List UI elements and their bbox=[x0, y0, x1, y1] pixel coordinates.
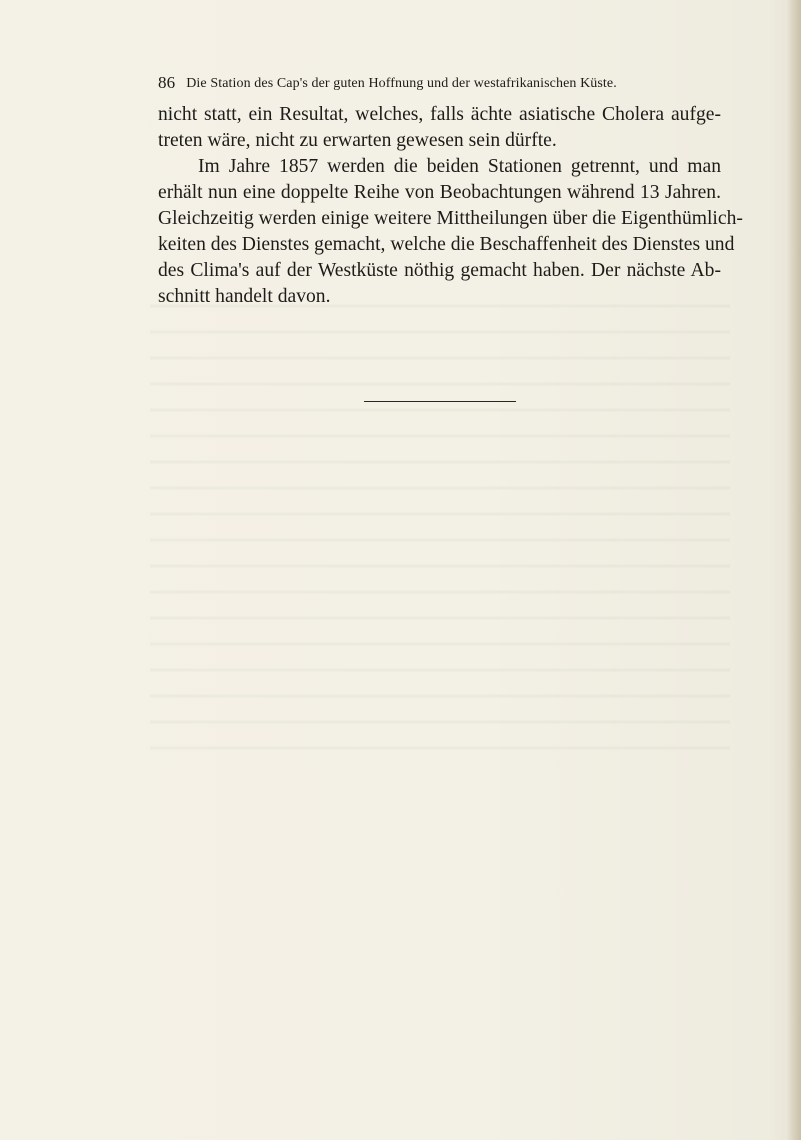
running-title: Die Station des Cap's der guten Hoffnung und der westafrikanischen Küste. bbox=[186, 76, 617, 91]
text-line: treten wäre, nicht zu erwarten gewesen sein dürfte. bbox=[158, 130, 557, 151]
text-line: erhält nun eine doppelte Reihe von Beobachtungen während 13 Jahren. bbox=[158, 182, 721, 203]
page-edge-shadow bbox=[787, 0, 801, 1140]
section-divider bbox=[364, 401, 516, 402]
text-line: des Clima's auf der Westküste nöthig gemacht haben. Der nächste Ab- bbox=[158, 260, 721, 281]
text-line: keiten des Dienstes gemacht, welche die Beschaffenheit des Dienstes und bbox=[158, 234, 735, 255]
text-line: Gleichzeitig werden einige weitere Mittheilungen über die Eigenthümlich- bbox=[158, 208, 743, 229]
show-through-texture bbox=[150, 290, 730, 760]
running-head bbox=[158, 73, 698, 93]
text-line: Im Jahre 1857 werden die beiden Stationen getrennt, und man bbox=[198, 156, 721, 177]
text-line: schnitt handelt davon. bbox=[158, 286, 331, 307]
text-line: nicht statt, ein Resultat, welches, falls ächte asiatische Cholera aufge- bbox=[158, 104, 721, 125]
page-number: 86 bbox=[158, 73, 176, 92]
body-text bbox=[158, 102, 743, 310]
